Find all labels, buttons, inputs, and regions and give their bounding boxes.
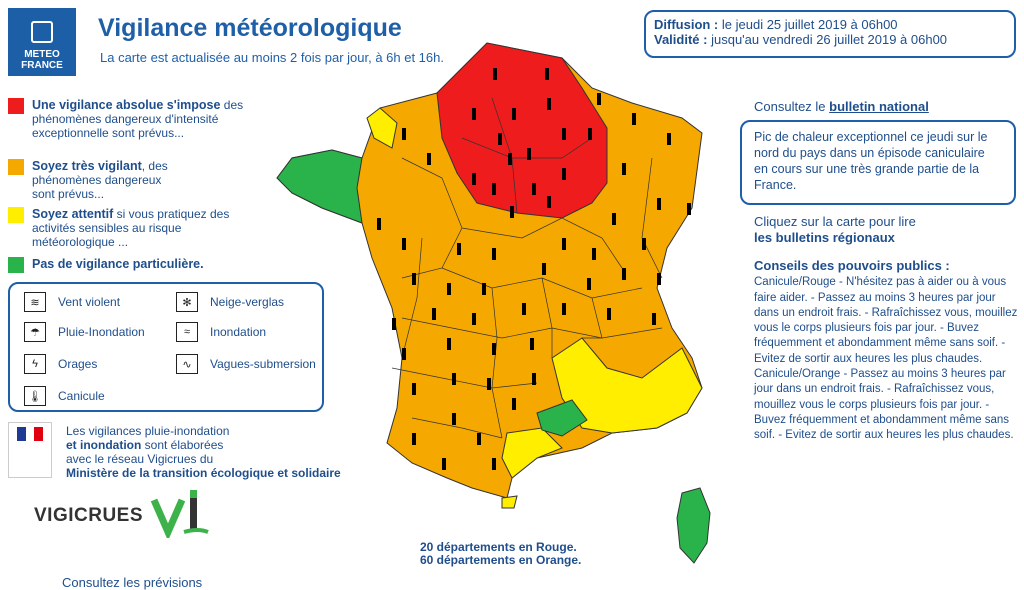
green-brittany (277, 150, 362, 223)
department-counts (420, 541, 581, 567)
thermometer-icon: 🌡 (24, 386, 46, 406)
red-count: 20 départements en Rouge. (420, 540, 577, 554)
phenomenon-rain-flood: ☂ Pluie-Inondation (24, 322, 145, 342)
forecast-link[interactable]: Consultez les prévisions (62, 575, 203, 590)
validity-label: Validité : (654, 32, 708, 47)
page-subtitle: La carte est actualisée au moins 2 fois par jour, à 6h et 16h. (100, 50, 444, 65)
logo-mark-icon (31, 21, 53, 43)
phenomenon-wind: ≋ Vent violent (24, 292, 120, 312)
vigicrues-logo-text[interactable]: VIGICRUES (34, 505, 144, 526)
vigicrues-note: Les vigilances pluie-inondation et inondation sont élaborées avec le réseau Vigicrues du Ministère de la transition écologique et solidaire (66, 424, 341, 480)
legend-orange-text: , des phénomènes dangereux sont prévus... (32, 159, 168, 201)
phenomenon-snow: ✻ Neige-verglas (176, 292, 284, 312)
wind-icon: ≋ (24, 292, 46, 312)
alert-message-box: Pic de chaleur exceptionnel ce jeudi sur le nord du pays dans un épisode caniculaire en cours sur une très grande partie de la France. (740, 120, 1016, 205)
public-advice-title: Conseils des pouvoirs publics : (754, 258, 950, 273)
legend-green-title: Pas de vigilance particulière. (32, 257, 204, 271)
national-bulletin-line: Consultez le bulletin national (754, 99, 929, 114)
phenomenon-wave: ∿ Vagues-submersion (176, 354, 316, 374)
red-swatch (8, 98, 24, 114)
green-swatch (8, 257, 24, 273)
legend-yellow-text: si vous pratiquez des activités sensibles au risque météorologique ... (32, 207, 230, 249)
regional-bulletins-link[interactable]: les bulletins régionaux (754, 230, 895, 245)
legend-orange-title: Soyez très vigilant (32, 159, 142, 173)
phenomenon-heatwave: 🌡 Canicule (24, 386, 105, 406)
orange-count: 60 départements en Orange. (420, 553, 582, 567)
yellow-swatch (8, 207, 24, 223)
meteo-france-logo[interactable] (8, 8, 76, 76)
public-advice-text: Canicule/Rouge - N'hésitez pas à aider ou à vous faire aider. - Passez au moins 3 heures par jour dans un endroit frais. - Rafraîchissez vous, mouillez vous le corps plusieurs fois par jour. - Buvez fréquemment et abondamment même sans soif. - Evitez de sortir aux heures les plus chaudes. Canicule/Orange - Passez au moins 3 heures par jour dans un endroit frais. - Rafraîchissez vous, mouillez vous le corps plusieurs fois par jour. - Buvez fréquemment et abondamment même sans soif. - Evitez de sortir aux heures les plus chaudes. (754, 276, 1018, 442)
logo-line1: METEO (24, 49, 60, 60)
logo-line2: FRANCE (21, 60, 63, 71)
legend-red-text: des phénomènes dangereux d'intensité exceptionnelle sont prévus... (32, 98, 244, 140)
yellow-andorra (502, 496, 517, 508)
orange-swatch (8, 159, 24, 175)
legend-red-title: Une vigilance absolue s'impose (32, 98, 221, 112)
national-bulletin-link[interactable]: bulletin national (829, 99, 929, 114)
vigilance-map[interactable] (262, 38, 732, 573)
legend-yellow-title: Soyez attentif (32, 207, 114, 221)
phenomenon-flood: ≈ Inondation (176, 322, 266, 342)
page-title: Vigilance météorologique (98, 14, 402, 42)
diffusion-label: Diffusion : (654, 17, 719, 32)
vigicrues-v-logo-icon (150, 488, 210, 538)
validity-value: jusqu'au vendredi 26 juillet 2019 à 06h00 (711, 32, 948, 47)
phenomenon-storm: ϟ Orages (24, 354, 97, 374)
legend-red (8, 98, 247, 140)
flood-icon: ≈ (176, 322, 198, 342)
diffusion-value: le jeudi 25 juillet 2019 à 06h00 (721, 17, 898, 32)
legend-yellow (8, 207, 232, 249)
government-logo (8, 422, 52, 478)
storm-icon: ϟ (24, 354, 46, 374)
rain-flood-icon: ☂ (24, 322, 46, 342)
corsica (677, 488, 710, 563)
wave-icon: ∿ (176, 354, 198, 374)
legend-green (8, 257, 247, 273)
public-advice (754, 258, 1019, 444)
legend-orange (8, 159, 182, 201)
regional-bulletins-hint: Cliquez sur la carte pour lire les bulletins régionaux (754, 214, 916, 245)
snow-icon: ✻ (176, 292, 198, 312)
